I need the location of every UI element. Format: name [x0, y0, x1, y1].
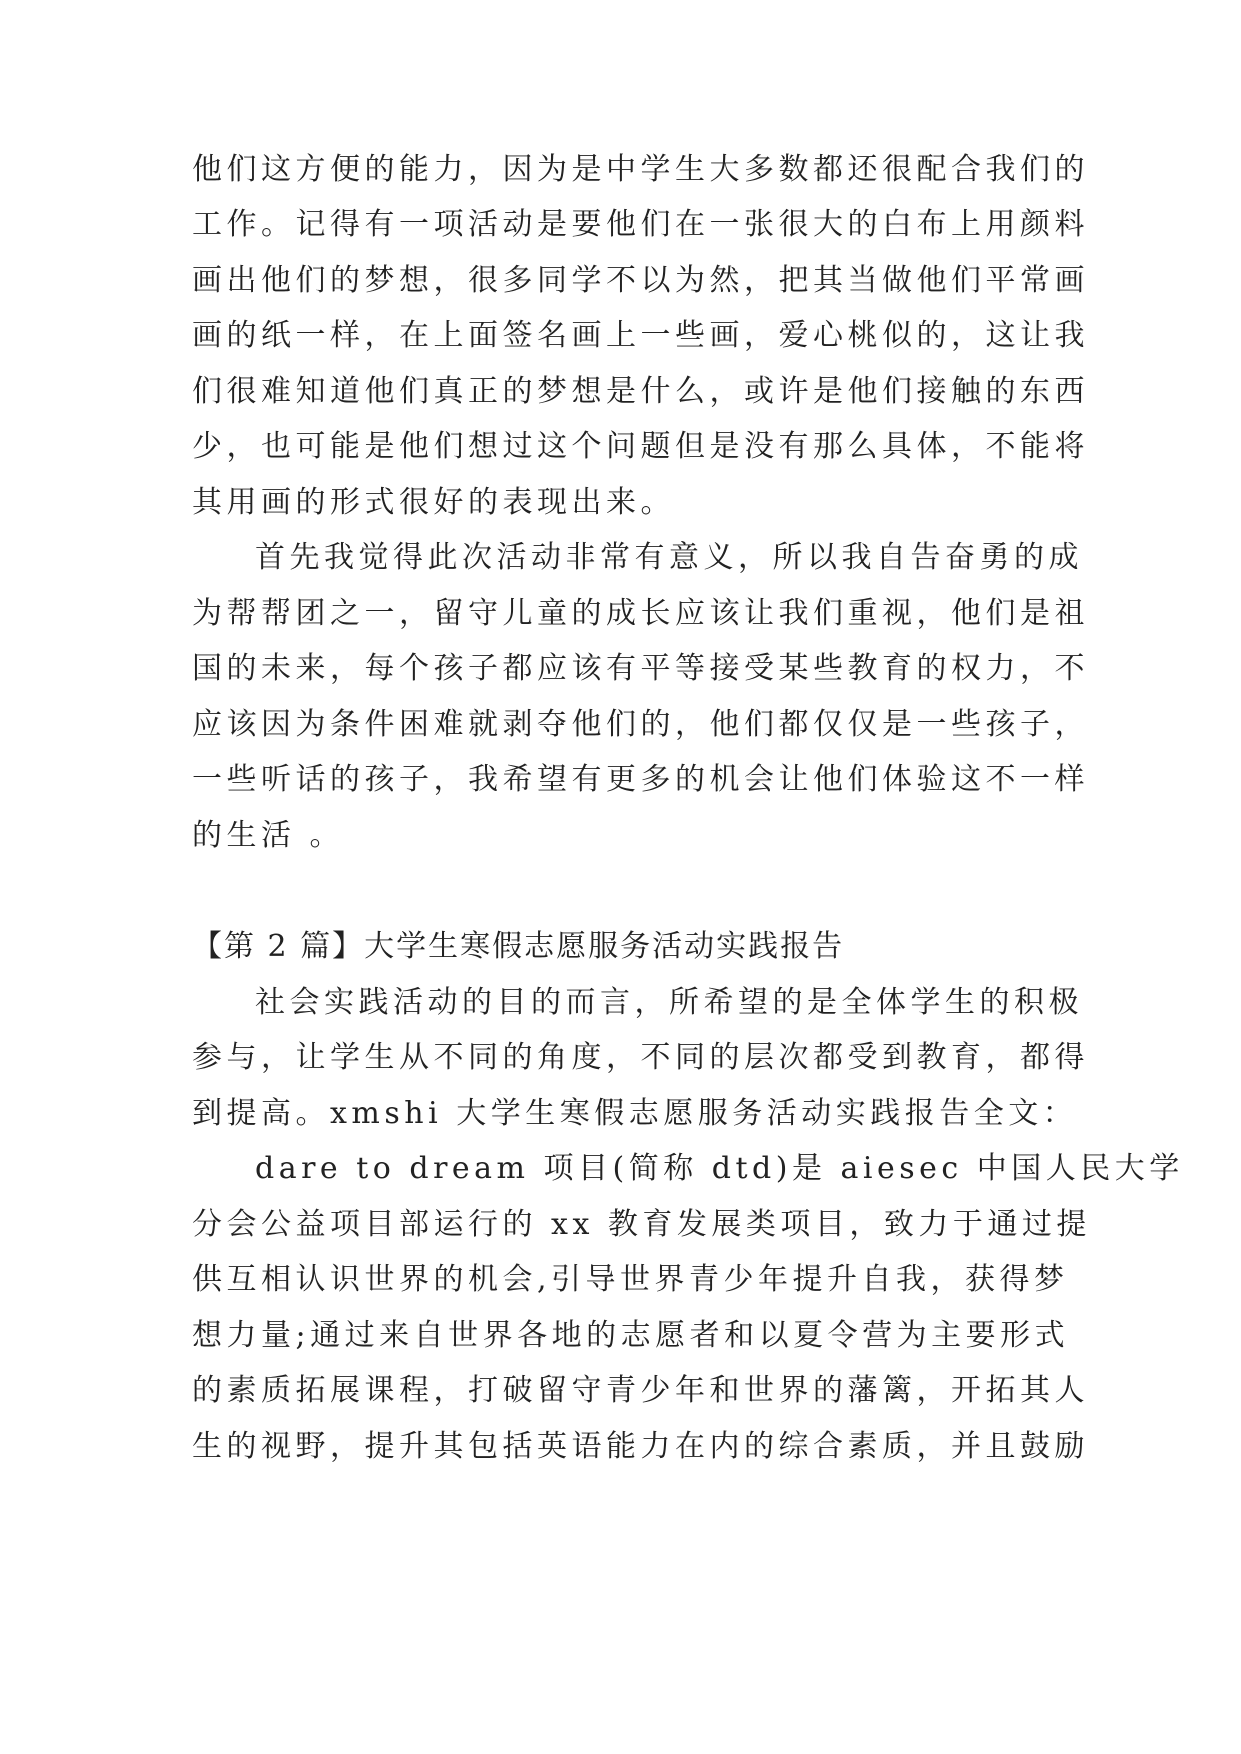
body-text-line: 工作。记得有一项活动是要他们在一张很大的白布上用颜料: [192, 207, 1089, 242]
body-text-line: 的生活 。: [192, 818, 345, 853]
body-text-line: 参与，让学生从不同的角度，不同的层次都受到教育，都得: [192, 1040, 1089, 1075]
body-text-line: 首先我觉得此次活动非常有意义，所以我自告奋勇的成: [255, 540, 1083, 575]
body-text-line: 们很难知道他们真正的梦想是什么，或许是他们接触的东西: [192, 374, 1089, 409]
body-text-line: 应该因为条件困难就剥夺他们的，他们都仅仅是一些孩子，: [192, 707, 1089, 742]
body-text-line: 到提高。xmshi 大学生寒假志愿服务活动实践报告全文：: [192, 1096, 1078, 1131]
body-text-line: dare to dream 项目(简称 dtd)是 aiesec 中国人民大学: [255, 1151, 1184, 1186]
body-text-line: 想力量;通过来自世界各地的志愿者和以夏令营为主要形式: [192, 1318, 1070, 1353]
body-text-line: 一些听话的孩子，我希望有更多的机会让他们体验这不一样: [192, 762, 1089, 797]
body-text-line: 分会公益项目部运行的 xx 教育发展类项目，致力于通过提: [192, 1207, 1091, 1242]
body-text-line: 画的纸一样，在上面签名画上一些画，爱心桃似的，这让我: [192, 318, 1089, 353]
body-text-line: 其用画的形式很好的表现出来。: [192, 485, 675, 520]
body-text-line: 的素质拓展课程，打破留守青少年和世界的藩篱，开拓其人: [192, 1373, 1089, 1408]
body-text-line: 为帮帮团之一，留守儿童的成长应该让我们重视，他们是祖: [192, 596, 1089, 631]
body-text-line: 他们这方便的能力，因为是中学生大多数都还很配合我们的: [192, 152, 1089, 187]
body-text-line: 社会实践活动的目的而言，所希望的是全体学生的积极: [255, 985, 1083, 1020]
body-text-line: 少，也可能是他们想过这个问题但是没有那么具体，不能将: [192, 429, 1089, 464]
section-heading: 【第 2 篇】大学生寒假志愿服务活动实践报告: [192, 929, 845, 964]
body-text-line: 国的未来，每个孩子都应该有平等接受某些教育的权力，不: [192, 651, 1089, 686]
body-text-line: 生的视野，提升其包括英语能力在内的综合素质，并且鼓励: [192, 1429, 1089, 1464]
body-text-line: 画出他们的梦想，很多同学不以为然，把其当做他们平常画: [192, 263, 1089, 298]
body-text-line: 供互相认识世界的机会,引导世界青少年提升自我，获得梦: [192, 1262, 1069, 1297]
